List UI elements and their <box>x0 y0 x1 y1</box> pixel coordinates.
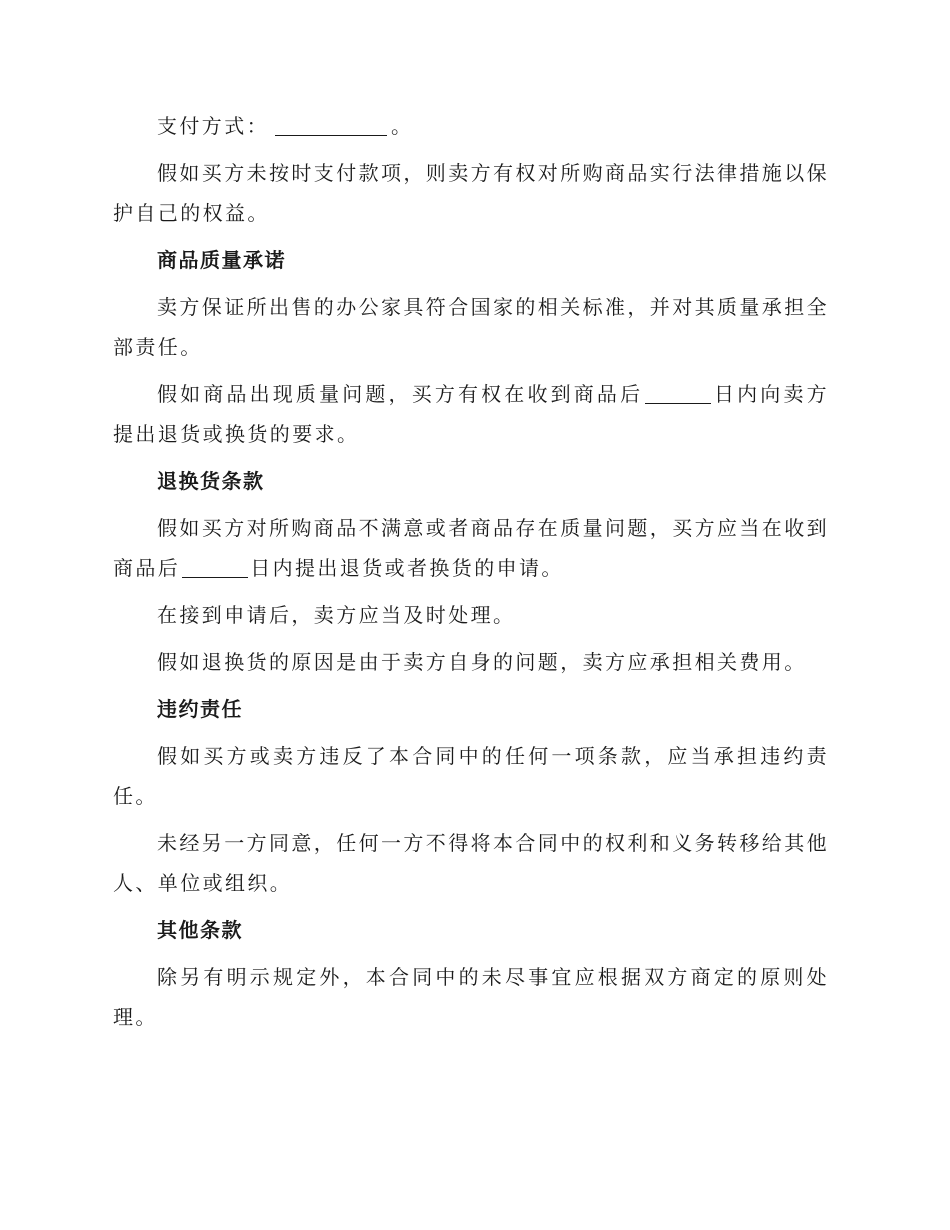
returns-paragraph-1 <box>113 508 829 588</box>
payment-method-label: 支付方式： <box>157 114 269 138</box>
returns-days-blank <box>182 555 248 578</box>
quality-paragraph-1: 卖方保证所出售的办公家具符合国家的相关标准，并对其质量承担全部责任。 <box>113 295 829 359</box>
quality-paragraph-2 <box>113 374 829 454</box>
breach-paragraph-2: 未经另一方同意，任何一方不得将本合同中的权利和义务转移给其他人、单位或组织。 <box>113 831 829 895</box>
returns-p1-after: 日内提出退货或者换货的申请。 <box>250 556 564 580</box>
payment-method-blank <box>275 113 387 136</box>
quality-days-blank <box>645 381 711 404</box>
payment-method-end: 。 <box>391 114 414 138</box>
other-paragraph-1: 除另有明示规定外，本合同中的未尽事宜应根据双方商定的原则处理。 <box>113 965 829 1029</box>
payment-method-line <box>113 106 829 146</box>
late-payment-paragraph: 假如买方未按时支付款项，则卖方有权对所购商品实行法律措施以保护自己的权益。 <box>113 161 829 225</box>
returns-p1-before: 假如买方对所购商品不满意或者商品存在质量问题，买方应当在收到商品后 <box>113 516 829 580</box>
breach-paragraph-1: 假如买方或卖方违反了本合同中的任何一项条款，应当承担违约责任。 <box>113 744 829 808</box>
quality-p2-before: 假如商品出现质量问题，买方有权在收到商品后 <box>157 382 644 406</box>
returns-paragraph-2: 在接到申请后，卖方应当及时处理。 <box>157 603 516 627</box>
quality-heading: 商品质量承诺 <box>157 248 286 272</box>
document-page <box>113 106 829 1044</box>
returns-paragraph-3: 假如退换货的原因是由于卖方自身的问题，卖方应承担相关费用。 <box>157 650 807 674</box>
breach-heading: 违约责任 <box>157 697 243 721</box>
quality-p2-after: 日内向卖方提出退货或换货的要求。 <box>113 382 830 446</box>
other-heading: 其他条款 <box>157 918 243 942</box>
returns-heading: 退换货条款 <box>157 469 265 493</box>
